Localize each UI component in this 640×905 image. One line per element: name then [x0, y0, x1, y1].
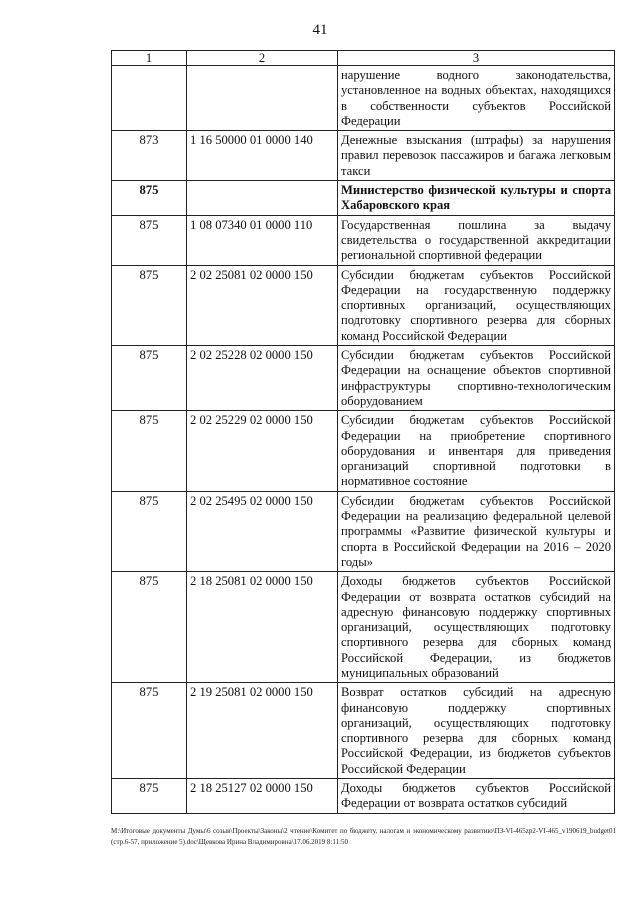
- description-cell: Субсидии бюджетам субъектов Российской Федерации на государственную поддержку спортивных организаций, осуществляющих подготовку спортивного резерва для сборных команд Российской Федерации: [338, 265, 615, 345]
- description-cell: Доходы бюджетов субъектов Российской Федерации от возврата остатков субсидий: [338, 779, 615, 814]
- page-number: 41: [312, 22, 328, 38]
- description-cell: Возврат остатков субсидий на адресную финансовую поддержку спортивных организаций, осуществляющих подготовку спортивного резерва для сборных команд Российской Федерации, из бюджетов субъектов Российской Федерации: [338, 683, 615, 779]
- table-row: [112, 683, 615, 779]
- revenue-code-cell: 2 02 25229 02 0000 150: [187, 411, 338, 491]
- description-cell: Субсидии бюджетам субъектов Российской Федерации на приобретение спортивного оборудования и инвентаря для приведения организаций спортивной подготовки в нормативное состояние: [338, 411, 615, 491]
- admin-code-cell: 875: [112, 779, 187, 814]
- table-row: [112, 779, 615, 814]
- revenue-code-cell: [187, 181, 338, 216]
- admin-code-cell: 875: [112, 181, 187, 216]
- description-cell: Денежные взыскания (штрафы) за нарушения правил перевозок пассажиров и багажа легковым такси: [338, 131, 615, 181]
- admin-code-cell: 875: [112, 683, 187, 779]
- table-row: [112, 66, 615, 131]
- header-cell-1: 1: [112, 51, 187, 66]
- table-body: [112, 51, 615, 814]
- admin-code-cell: [112, 66, 187, 131]
- revenue-code-cell: 2 19 25081 02 0000 150: [187, 683, 338, 779]
- header-cell-3: 3: [338, 51, 615, 66]
- admin-code-cell: 875: [112, 491, 187, 571]
- table-row: [112, 181, 615, 216]
- admin-code-cell: 875: [112, 215, 187, 265]
- table-row: [112, 215, 615, 265]
- description-cell: нарушение водного законодательства, установленное на водных объектах, находящихся в собственности субъектов Российской Федерации: [338, 66, 615, 131]
- admin-code-cell: 875: [112, 346, 187, 411]
- revenue-code-cell: 1 16 50000 01 0000 140: [187, 131, 338, 181]
- revenue-code-cell: 2 02 25081 02 0000 150: [187, 265, 338, 345]
- revenue-code-cell: 2 18 25127 02 0000 150: [187, 779, 338, 814]
- table-row: [112, 265, 615, 345]
- admin-code-cell: 875: [112, 572, 187, 683]
- revenue-code-cell: 2 18 25081 02 0000 150: [187, 572, 338, 683]
- admin-code-cell: 873: [112, 131, 187, 181]
- revenue-code-cell: 2 02 25228 02 0000 150: [187, 346, 338, 411]
- admin-code-cell: 875: [112, 265, 187, 345]
- table-header-row: [112, 51, 615, 66]
- header-cell-2: 2: [187, 51, 338, 66]
- revenue-code-cell: [187, 66, 338, 131]
- revenue-code-cell: 2 02 25495 02 0000 150: [187, 491, 338, 571]
- description-cell: Государственная пошлина за выдачу свидетельства о государственной аккредитации региональной спортивной федерации: [338, 215, 615, 265]
- table-row: [112, 572, 615, 683]
- table-row: [112, 131, 615, 181]
- revenue-code-cell: 1 08 07340 01 0000 110: [187, 215, 338, 265]
- file-path-footer: М:\Итоговые документы Думы\6 созыв\Проекты\Законы\2 чтение\Комитет по бюджету, налогам и экономическому развитию\ПЗ-VI-465zp2-VI-465_v190619_budget01 (стр.6-57, приложение 5).doc\Щевкова Ирина Владимировна\17.06.2019 8:11:50: [111, 827, 616, 846]
- description-cell: Доходы бюджетов субъектов Российской Федерации от возврата остатков субсидий на адресную финансовую поддержку спортивных организаций, осуществляющих подготовку спортивного резерва для сборных команд Российской Федерации, из бюджетов муниципальных образований: [338, 572, 615, 683]
- description-cell: Субсидии бюджетам субъектов Российской Федерации на реализацию федеральной целевой программы «Развитие физической культуры и спорта в Российской Федерации на 2016 – 2020 годы»: [338, 491, 615, 571]
- table-row: [112, 346, 615, 411]
- admin-code-cell: 875: [112, 411, 187, 491]
- budget-table: [111, 50, 615, 814]
- description-cell: Министерство физической культуры и спорта Хабаровского края: [338, 181, 615, 216]
- description-cell: Субсидии бюджетам субъектов Российской Федерации на оснащение объектов спортивной инфраструктуры спортивно-технологическим оборудованием: [338, 346, 615, 411]
- table-row: [112, 491, 615, 571]
- table-row: [112, 411, 615, 491]
